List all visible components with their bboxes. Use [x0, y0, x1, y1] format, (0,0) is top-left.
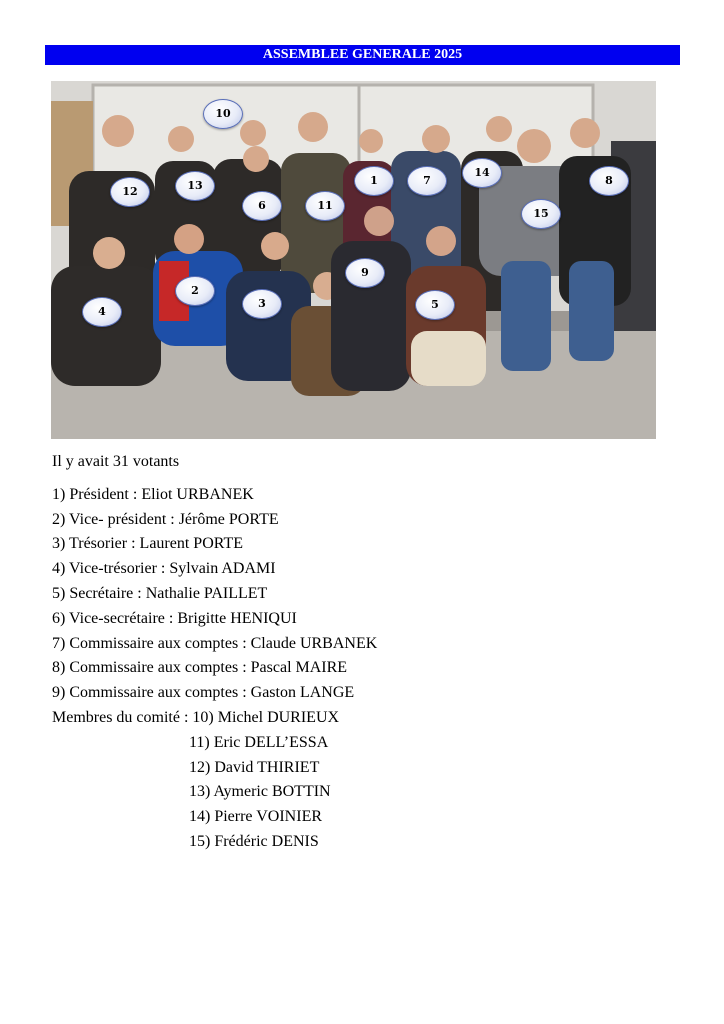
person-badge: 7	[407, 166, 447, 196]
person-badge: 11	[305, 191, 345, 221]
person-badge: 9	[345, 258, 385, 288]
member-item: 12) David THIRIET	[189, 758, 320, 776]
member-item: 11) Eric DELL’ESSA	[189, 733, 329, 751]
list-item: Membres du comité : 10) Michel DURIEUX	[52, 708, 340, 726]
member-item: 15) Frédéric DENIS	[189, 832, 319, 850]
list-item: 4) Vice-trésorier : Sylvain ADAMI	[52, 560, 276, 578]
list-item: 9) Commissaire aux comptes : Gaston LANGE	[52, 684, 355, 702]
person-badge: 3	[242, 289, 282, 319]
person-badge: 4	[82, 297, 122, 327]
person-badge: 6	[242, 191, 282, 221]
person-badge: 2	[175, 276, 215, 306]
person-badge: 13	[175, 171, 215, 201]
list-item: 5) Secrétaire : Nathalie PAILLET	[52, 584, 268, 602]
list-item: 6) Vice-secrétaire : Brigitte HENIQUI	[52, 609, 297, 627]
person-badge: 5	[415, 290, 455, 320]
list-item: 7) Commissaire aux comptes : Claude URBANEK	[52, 634, 378, 652]
list-item: 3) Trésorier : Laurent PORTE	[52, 535, 244, 553]
member-item: 14) Pierre VOINIER	[189, 808, 323, 826]
list-item: 8) Commissaire aux comptes : Pascal MAIRE	[52, 659, 348, 677]
person-badge: 1	[354, 166, 394, 196]
page-title-banner: ASSEMBLEE GENERALE 2025	[45, 45, 680, 65]
list-item: 1) Président : Eliot URBANEK	[52, 485, 254, 503]
person-badge: 12	[110, 177, 150, 207]
member-item: 13) Aymeric BOTTIN	[189, 783, 331, 801]
group-photo	[51, 81, 656, 439]
person-badge: 10	[203, 99, 243, 129]
person-badge: 15	[521, 199, 561, 229]
person-badge: 14	[462, 158, 502, 188]
list-item: 2) Vice- président : Jérôme PORTE	[52, 510, 279, 528]
committee-list	[52, 450, 377, 855]
voter-count: Il y avait 31 votants	[52, 453, 180, 470]
person-badge: 8	[589, 166, 629, 196]
